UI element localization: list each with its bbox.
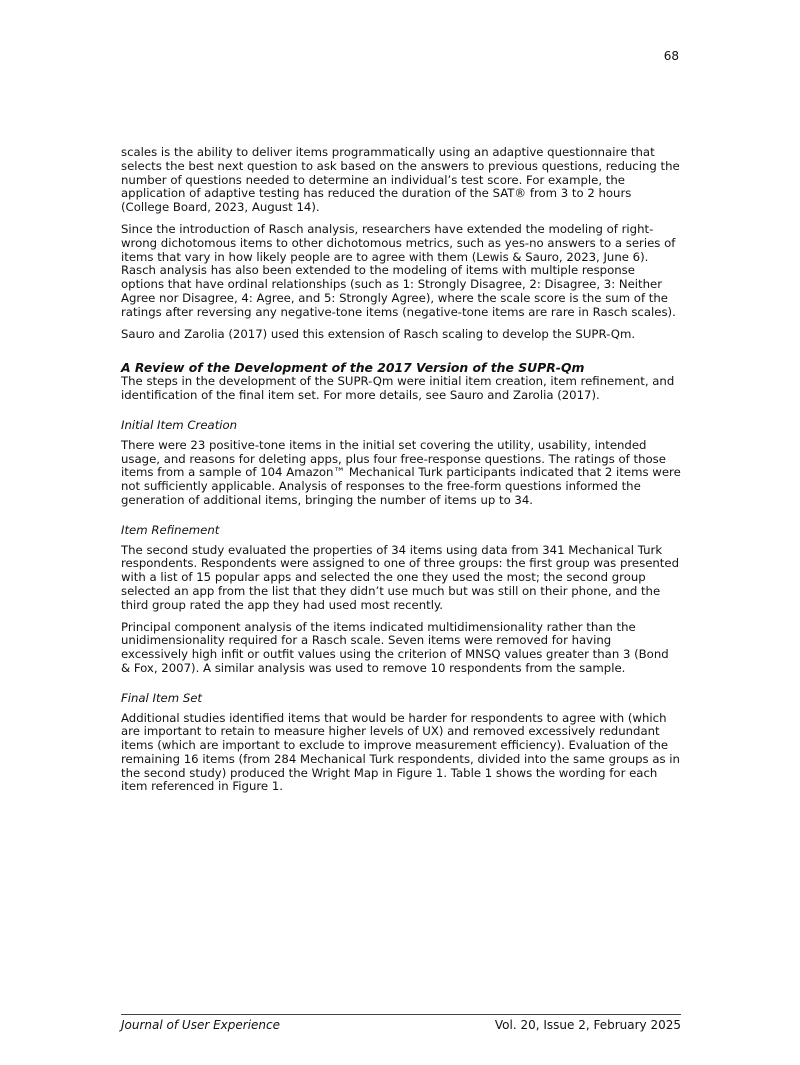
body-paragraph: Sauro and Zarolia (2017) used this extension of Rasch scaling to develop the SUPR-Qm.	[121, 326, 636, 341]
page-footer	[121, 1014, 681, 1033]
section-heading: A Review of the Development of the 2017 Version of the SUPR-Qm	[121, 360, 585, 376]
footer-issue-info: Vol. 20, Issue 2, February 2025	[494, 1018, 681, 1032]
body-content	[121, 146, 681, 802]
body-paragraph: Principal component analysis of the items indicated multidimensionality rather than the unidimensionality required for a Rasch scale. Seven items were removed for having excessively high infit or outfit values using the criterion of MNSQ values greater than 3 (Bond & Fox, 2007). A similar analysis was used to remove 10 respondents from the sample.	[121, 619, 669, 675]
footer-journal-name: Journal of User Experience	[121, 1018, 280, 1032]
body-paragraph: Additional studies identified items that would be harder for respondents to agree with (which are important to retain to measure higher levels of UX) and removed excessively redundant items (which are important to exclude to improve measurement efficiency). Evaluation of the remaining 16 items (from 284 Mechanical Turk respondents, divided into the same groups as in the second study) produced the Wright Map in Figure 1. Table 1 shows the wording for each item referenced in Figure 1.	[121, 710, 680, 794]
body-paragraph: The second study evaluated the properties of 34 items using data from 341 Mechanical Turk respondents. Respondents were assigned to one of three groups: the first group was presented with a list of 15 popular apps and selected the one they used the most; the second group selected an app from the list that they didn’t use much but was still on their phone, and the third group rated the app they had used most recently.	[121, 542, 680, 612]
subheading-final-item-set: Final Item Set	[121, 690, 203, 705]
subheading-item-refinement: Item Refinement	[121, 522, 220, 537]
body-paragraph: scales is the ability to deliver items programmatically using an adaptive questionnaire that selects the best next question to ask based on the answers to previous questions, reducing the number of questions needed to determine an individual’s test score. For example, the application of adaptive testing has reduced the duration of the SAT® from 3 to 2 hours (College Board, 2023, August 14).	[121, 145, 680, 215]
page-number: 68	[663, 49, 679, 63]
section-intro: The steps in the development of the SUPR-Qm were initial item creation, item refinement, and identification of the final item set. For more details, see Sauro and Zarolia (2017).	[121, 374, 675, 403]
subheading-initial-item-creation: Initial Item Creation	[121, 417, 238, 432]
body-paragraph: Since the introduction of Rasch analysis, researchers have extended the modeling of right-wrong dichotomous items to other dichotomous metrics, such as yes-no answers to a series of items that vary in how likely people are to agree with them (Lewis & Sauro, 2023, June 6). Rasch analysis has also been extended to the modeling of items with multiple response options that have ordinal relationships (such as 1: Strongly Disagree, 2: Disagree, 3: Neither Agree nor Disagree, 4: Agree, and 5: Strongly Agree), where the scale score is the sum of the ratings after reversing any negative-tone items (negative-tone items are rare in Rasch scales).	[121, 221, 676, 319]
body-paragraph: There were 23 positive-tone items in the initial set covering the utility, usability, intended usage, and reasons for deleting apps, plus four free-response questions. The ratings of those items from a sample of 104 Amazon™ Mechanical Turk participants indicated that 2 items were not sufficiently applicable. Analysis of responses to the free-form questions informed the generation of additional items, bringing the number of items up to 34.	[121, 437, 681, 507]
